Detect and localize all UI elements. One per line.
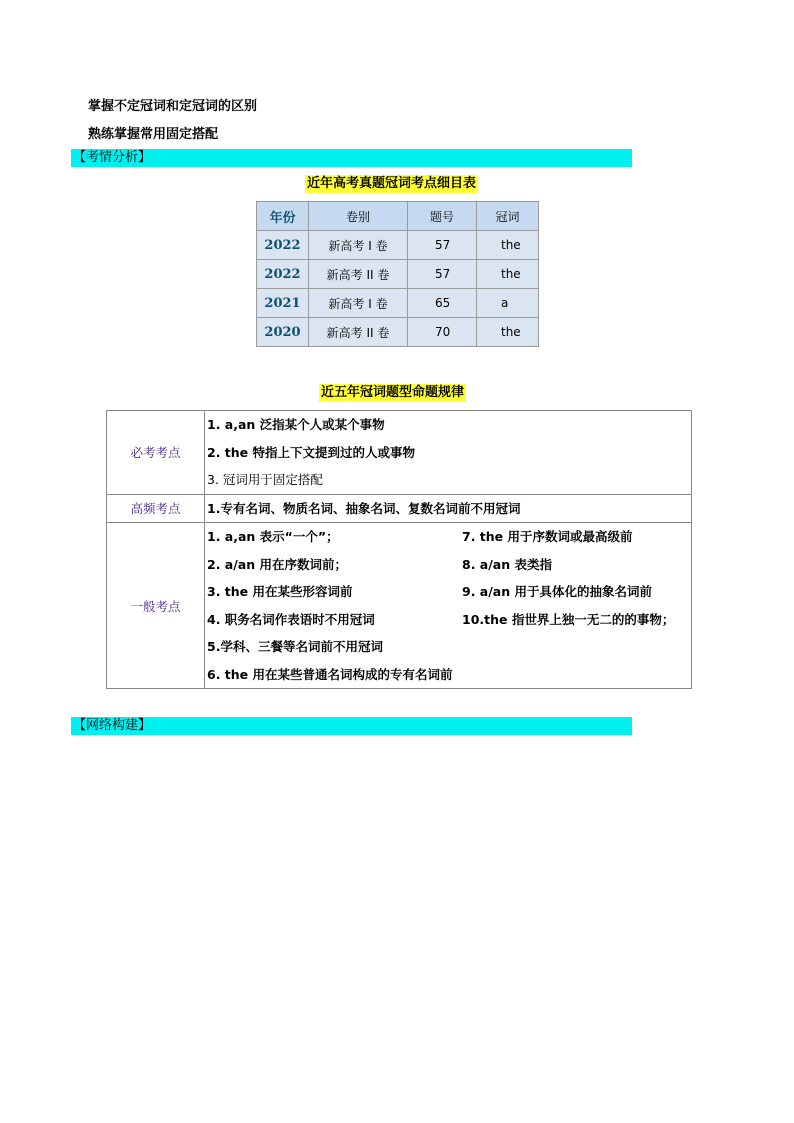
- cell-question: 57: [408, 260, 477, 289]
- header-question: 题号: [408, 202, 477, 231]
- cell-question: 57: [408, 231, 477, 260]
- table-row: [257, 231, 539, 260]
- cell-year: 2020: [257, 318, 309, 347]
- header-article: 冠词: [477, 202, 539, 231]
- list-item: 4. 职务名词作表语时不用冠词: [207, 611, 375, 627]
- row-frequent: [107, 494, 692, 523]
- row-must: [107, 411, 692, 495]
- label-general: 一般考点: [107, 523, 205, 689]
- cell-question: 65: [408, 289, 477, 318]
- cell-paper: 新高考 II 卷: [309, 260, 408, 289]
- exam-points-table: [256, 201, 539, 347]
- objective-2: 熟练掌握常用固定搭配: [88, 127, 219, 142]
- list-item: 1.专有名词、物质名词、抽象名词、复数名词前不用冠词: [207, 500, 521, 516]
- content-general: [205, 523, 692, 689]
- list-item: 10.the 指世界上独一无二的的事物；: [462, 611, 675, 627]
- table1-title: 近年高考真题冠词考点细目表: [307, 176, 477, 191]
- header-paper: 卷别: [309, 202, 408, 231]
- table-row: [257, 260, 539, 289]
- cell-year: 2022: [257, 260, 309, 289]
- section-analysis-header: 【考情分析】: [71, 149, 632, 167]
- header-year: 年份: [257, 202, 309, 231]
- label-frequent: 高频考点: [107, 494, 205, 523]
- cell-article: a: [477, 289, 539, 318]
- cell-article: the: [477, 318, 539, 347]
- list-item: 7. the 用于序数词或最高级前: [462, 529, 633, 544]
- list-item: 1. a,an 表示“一个”；: [207, 529, 339, 544]
- cell-paper: 新高考 II 卷: [309, 318, 408, 347]
- list-item: 8. a/an 表类指: [462, 556, 552, 572]
- table-row: [257, 318, 539, 347]
- list-item: 2. a/an 用在序数词前；: [207, 556, 347, 572]
- pattern-table: [106, 410, 692, 689]
- list-item: 3. the 用在某些形容词前: [207, 584, 353, 599]
- list-item: 2. the 特指上下文提到过的人或事物: [207, 444, 416, 460]
- cell-paper: 新高考 I 卷: [309, 231, 408, 260]
- cell-article: the: [477, 231, 539, 260]
- list-item: 1. a,an 泛指某个人或某个事物: [207, 417, 385, 432]
- table2-title: 近五年冠词题型命题规律: [321, 385, 465, 400]
- row-general: [107, 523, 692, 689]
- cell-year: 2022: [257, 231, 309, 260]
- list-item: 3. 冠词用于固定搭配: [207, 472, 323, 487]
- content-frequent: [205, 494, 692, 523]
- cell-question: 70: [408, 318, 477, 347]
- cell-year: 2021: [257, 289, 309, 318]
- objective-1: 掌握不定冠词和定冠词的区别: [88, 99, 258, 114]
- list-item: 9. a/an 用于具体化的抽象名词前: [462, 584, 652, 599]
- list-item: 6. the 用在某些普通名词构成的专有名词前: [207, 666, 453, 682]
- section-network-header: 【网络构建】: [71, 717, 632, 735]
- list-item: 5.学科、三餐等名词前不用冠词: [207, 639, 383, 654]
- cell-article: the: [477, 260, 539, 289]
- table-row: [257, 289, 539, 318]
- label-must: 必考考点: [107, 411, 205, 495]
- table-header-row: [257, 202, 539, 231]
- cell-paper: 新高考 I 卷: [309, 289, 408, 318]
- content-must: [205, 411, 692, 495]
